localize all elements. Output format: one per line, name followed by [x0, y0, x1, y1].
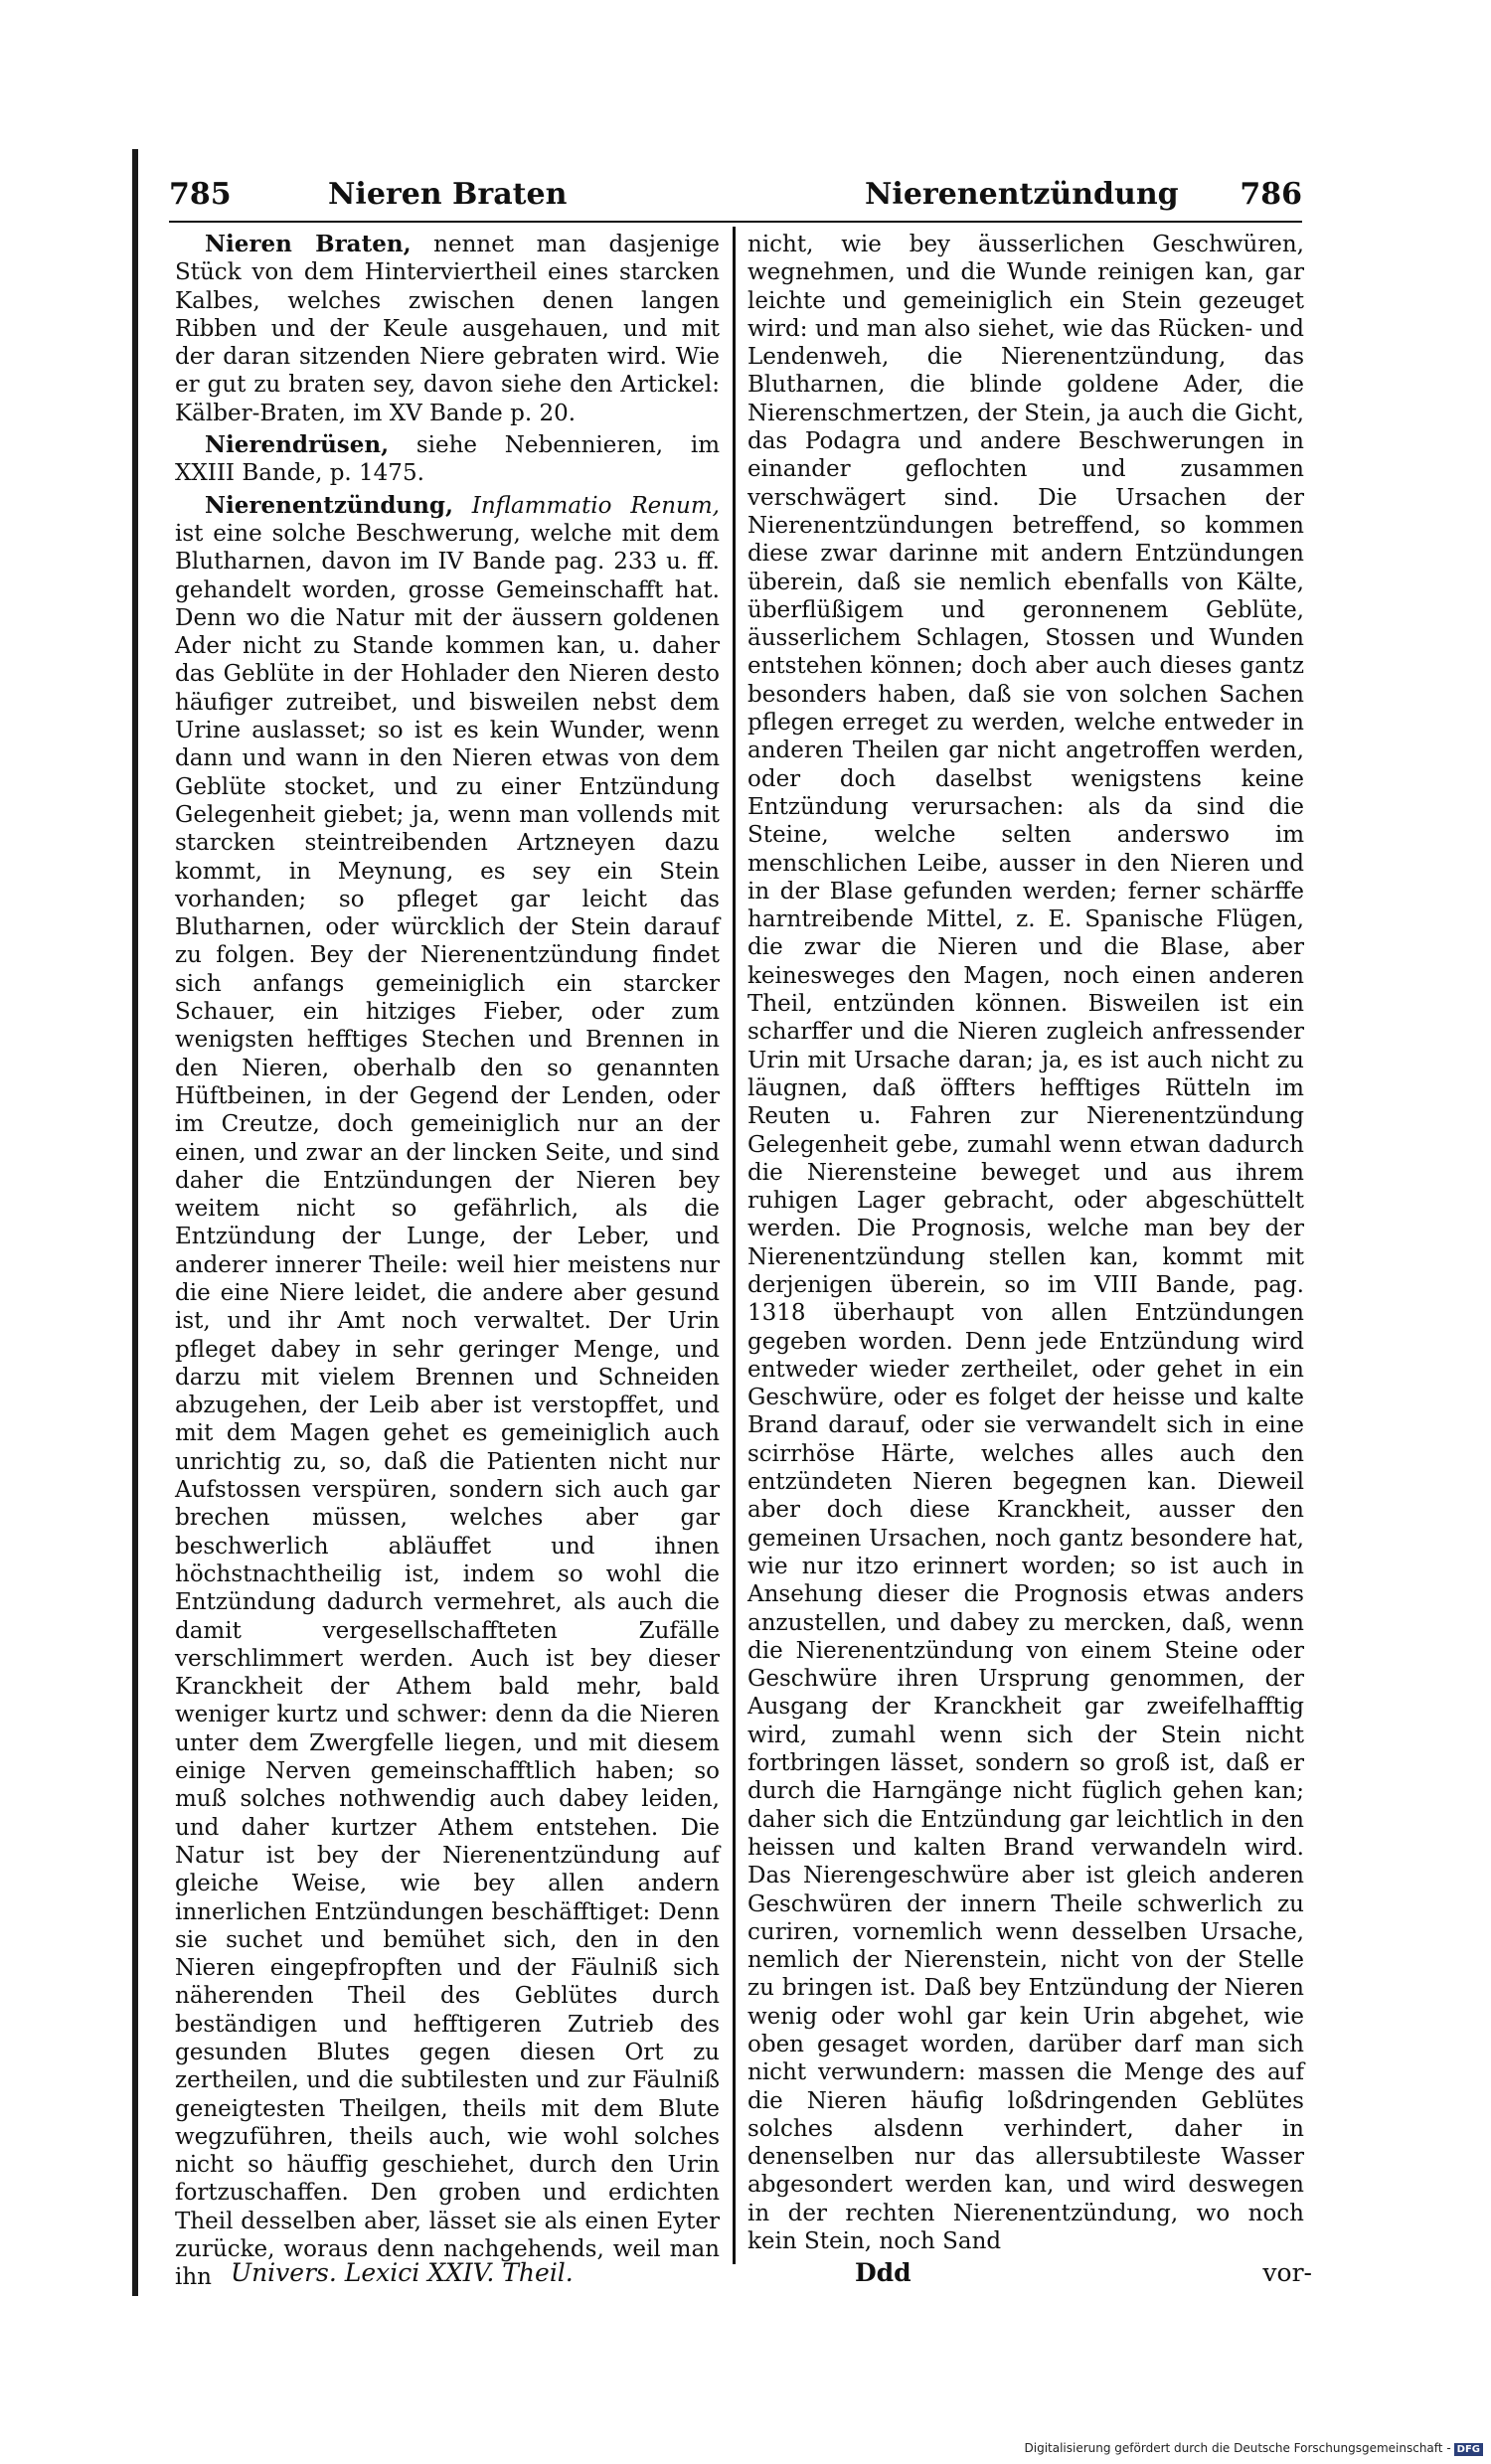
entry-text: nennet man dasjenige Stück von dem Hinterviertheil eines starcken Kalbes, welches zwischen denen langen Ribben und der Keule ausgehauen, und mit der daran sitzenden Niere gebraten wird. Wie er gut zu braten sey, davon siehe den Artickel: Kälber-Braten, im XV Bande p. 20.	[175, 232, 720, 426]
left-column	[175, 231, 720, 2296]
digitization-note	[1025, 2441, 1484, 2456]
latin-term: Inflammatio Renum,	[452, 492, 720, 519]
lemma: Nierendrüsen,	[205, 431, 390, 459]
signature-line: Univers. Lexici XXIV. Theil.	[231, 2258, 574, 2287]
header-rule	[169, 221, 1302, 223]
page-edge-shadow	[132, 149, 138, 2296]
catchword: vor-	[1262, 2258, 1312, 2287]
right-column	[747, 231, 1304, 2259]
column-divider	[733, 227, 736, 2264]
entry-nierendruesen	[175, 431, 720, 488]
lemma: Nieren Braten,	[205, 231, 412, 257]
sheet-mark: Ddd	[855, 2258, 911, 2287]
dfg-logo: DFG	[1454, 2443, 1483, 2456]
digitization-text: Digitalisierung gefördert durch die Deutsche Forschungsgemeinschaft -	[1024, 2441, 1451, 2455]
entry-nierenentzuendung	[175, 492, 720, 2292]
entry-text: ist eine solche Beschwerung, welche mit dem Blutharnen, davon im IV Bande pag. 233 u. ff. gehandelt worden, grosse Gemeinschafft hat. Denn wo die Natur mit der äussern goldenen Ader nicht zu Stande kommen kan, u. daher das Geblüte in der Hohlader den Nieren desto häufiger zutreibet, und bisweilen nebst dem Urine auslasset; so ist es kein Wunder, wenn dann und wann in den Nieren etwas von dem Geblüte stocket, und zu einer Entzündung Gelegenheit giebet; ja, wenn man vollends mit starcken steintreibenden Artzneyen dazu kommt, in Meynung, es sey ein Stein vorhanden; so pfleget gar leicht das Blutharnen, oder würcklich der Stein darauf zu folgen. Bey der Nierenentzündung findet sich anfangs gemeiniglich ein starcker Schauer, ein hitziges Fieber, oder zum wenigsten hefftiges Stechen und Brennen in den Nieren, oberhalb den so genannten Hüftbeinen, in der Gegend der Lenden, oder im Creutze, doch gemeiniglich nur an der einen, und zwar an der lincken Seite, und sind daher die Entzündungen der Nieren bey weitem nicht so gefährlich, als die Entzündung der Lunge, der Leber, und anderer innerer Theile: weil hier meistens nur die eine Niere leidet, die andere aber gesund ist, und ihr Amt noch verwaltet. Der Urin pfleget dabey in sehr geringer Menge, und darzu mit vielem Brennen und Schneiden abzugehen, der Leib aber ist verstopffet, und mit dem Magen gehet es gemeiniglich auch unrichtig zu, so, daß die Patienten nicht nur Aufstossen verspüren, sondern sich auch gar brechen müssen, welches aber gar beschwerlich abläuffet und ihnen höchstnachtheilig ist, indem so wohl die Entzündung dadurch vermehret, als auch die damit vergesellschaffteten Zufälle verschlimmert werden. Auch ist bey dieser Kranckheit der Athem bald mehr, bald weniger kurtz und schwer: denn da die Nieren unter dem Zwergfelle liegen, und mit diesem einige Nerven gemeinschafftlich haben; so muß solches nothwendig auch dabey leiden, und daher kurtzer Athem entstehen. Die Natur ist bey der Nierenentzündung auf gleiche Weise, wie bey allen andern innerlichen Entzündungen beschäfftiget: Denn sie suchet und bemühet sich, den in den Nieren eingepfropften und der Fäulniß sich näherenden Theil des Geblütes durch beständigen und hefftigeren Zutrieb des gesunden Blutes gegen diesen Ort zu zertheilen, und die subtilesten und zur Fäulniß geneigtesten Theilgen, theils mit dem Blute wegzuführen, theils auch, wie wohl solches nicht so häuffig geschiehet, durch den Urin fortzuschaffen. Den groben und erdichten Theil desselben aber, lässet sie als einen Eyter zurücke, woraus denn nachgehends, weil man ihn	[175, 520, 720, 2291]
lemma: Nierenentzündung,	[205, 491, 453, 519]
page-number-right: 786	[1240, 177, 1302, 212]
header-keyword-right: Nierenentzündung	[865, 177, 1179, 212]
running-header	[169, 177, 1302, 227]
page-number-left: 785	[169, 177, 232, 212]
entry-text: siehe Nebennieren, im XXIII Bande, p. 1475.	[175, 432, 720, 487]
header-keyword-left: Nieren Braten	[328, 177, 568, 212]
entry-nieren-braten	[175, 231, 720, 427]
entry-continuation: nicht, wie bey äusserlichen Geschwüren, wegnehmen, und die Wunde reinigen kan, gar leichte und gemeiniglich ein Stein gezeuget wird: und man also siehet, wie das Rücken- und Lendenweh, die Nierenentzündung, das Blutharnen, die blinde goldene Ader, die Nierenschmertzen, der Stein, ja auch die Gicht, das Podagra und andere Beschwerungen in einander geflochten und zusammen verschwägert sind. Die Ursachen der Nierenentzündungen betreffend, so kommen diese zwar darinne mit andern Entzündungen überein, daß sie nemlich ebenfalls von Kälte, überflüßigem und geronnenem Geblüte, äusserlichem Schlagen, Stossen und Wunden entstehen können; doch aber auch dieses gantz besonders haben, daß sie von solchen Sachen pflegen erreget zu werden, welche entweder in anderen Theilen gar nicht angetroffen werden, oder doch daselbst wenigstens keine Entzündung verursachen: als da sind die Steine, welche selten anderswo im menschlichen Leibe, ausser in den Nieren und in der Blase gefunden werden; ferner schärffe harntreibende Mittel, z. E. Spanische Flügen, die zwar die Nieren und die Blase, aber keinesweges den Magen, noch einen anderen Theil, entzünden können. Bisweilen ist ein scharffer und die Nieren zugleich anfressender Urin mit Ursache daran; ja, es ist auch nicht zu läugnen, daß öffters hefftiges Rütteln im Reuten u. Fahren zur Nierenentzündung Gelegenheit gebe, zumahl wenn etwan dadurch die Nierensteine beweget und aus ihrem ruhigen Lager gebracht, oder abgeschüttelt werden. Die Prognosis, welche man bey der Nierenentzündung stellen kan, kommt mit derjenigen überein, so im VIII Bande, pag. 1318 überhaupt von allen Entzündungen gegeben worden. Denn jede Entzündung wird entweder wieder zertheilet, oder gehet in ein Geschwüre, oder es folget der heisse und kalte Brand darauf, oder sie verwandelt sich in eine scirrhöse Härte, welches alles auch den entzündeten Nieren begegnen kan. Dieweil aber doch diese Kranckheit, ausser den gemeinen Ursachen, noch gantz besondere hat, wie nur itzo erinnert worden; so ist auch in Ansehung dieser die Prognosis etwas anders anzustellen, und dabey zu mercken, daß, wenn die Nierenentzündung von einem Steine oder Geschwüre ihren Ursprung genommen, der Ausgang der Kranckheit gar zweifelhafftig wird, zumahl wenn sich der Stein nicht fortbringen lässet, sondern so groß ist, daß er durch die Harngänge nicht füglich gehen kan; daher sich die Entzündung gar leichtlich in den heissen und kalten Brand verwandeln wird. Das Nierengeschwüre aber ist gleich anderen Geschwüren der innern Theile schwerlich zu curiren, vornemlich wenn desselben Ursache, nemlich der Nierenstein, nicht von der Stelle zu bringen ist. Daß bey Entzündung der Nieren wenig oder wohl gar kein Urin abgehet, wie oben gesaget worden, darüber darf man sich nicht verwundern: massen die Menge des auf die Nieren häufig loßdringenden Geblütes solches alsdenn verhindert, daher in denenselben nur das allersubtileste Wasser abgesondert werden kan, und wird deswegen in der rechten Nierenentzündung, wo noch kein Stein, noch Sand	[747, 232, 1304, 2255]
